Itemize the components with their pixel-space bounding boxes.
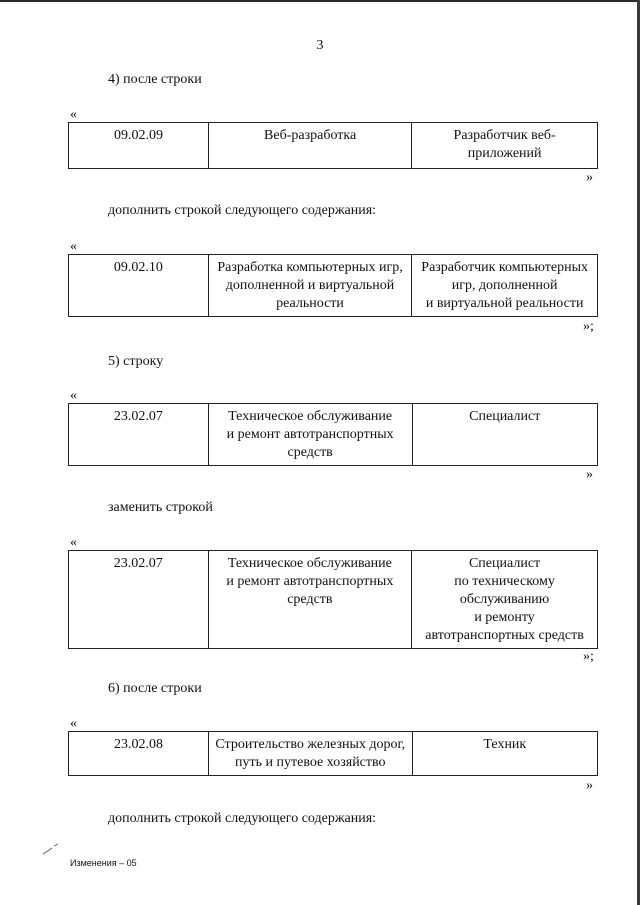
specialty-name: Разработка компьютерных игр, дополненной и виртуальной реальности bbox=[208, 255, 411, 317]
qualification: Специалист по техническому обслуживанию и ремонту автотранспортных средств bbox=[412, 551, 598, 649]
table-row bbox=[69, 255, 598, 317]
specialty-table bbox=[68, 122, 598, 169]
scan-edge-top bbox=[0, 0, 640, 2]
table-row bbox=[69, 732, 598, 776]
close-quote: » bbox=[586, 467, 593, 482]
specialty-name: Техническое обслуживание и ремонт автотранспортных средств bbox=[208, 551, 412, 649]
open-quote: « bbox=[70, 716, 77, 731]
page-number: 3 bbox=[316, 38, 324, 53]
close-quote-semicolon: »; bbox=[583, 649, 594, 664]
instruction-add-row: дополнить строкой следующего содержания: bbox=[108, 203, 377, 218]
specialty-table bbox=[68, 731, 598, 776]
close-quote: » bbox=[586, 170, 593, 185]
instruction-add-row: дополнить строкой следующего содержания: bbox=[108, 811, 377, 826]
close-quote: » bbox=[586, 778, 593, 793]
open-quote: « bbox=[70, 107, 77, 122]
specialty-name: Техническое обслуживание и ремонт автотранспортных средств bbox=[208, 404, 412, 466]
instruction-after-row: 4) после строки bbox=[108, 72, 202, 87]
open-quote: « bbox=[70, 239, 77, 254]
specialty-code: 23.02.07 bbox=[69, 551, 209, 649]
specialty-table bbox=[68, 550, 598, 649]
open-quote: « bbox=[70, 535, 77, 550]
qualification: Специалист bbox=[412, 404, 597, 466]
instruction-after-row: 6) после строки bbox=[108, 681, 202, 696]
pen-mark-icon bbox=[42, 842, 60, 856]
table-row bbox=[69, 123, 598, 169]
specialty-table bbox=[68, 254, 598, 317]
document-footer: Изменения – 05 bbox=[70, 858, 137, 868]
specialty-name: Строительство железных дорог, путь и путевое хозяйство bbox=[208, 732, 412, 776]
open-quote: « bbox=[70, 388, 77, 403]
specialty-code: 09.02.10 bbox=[69, 255, 209, 317]
qualification: Разработчик компьютерных игр, дополненной и виртуальной реальности bbox=[412, 255, 598, 317]
qualification: Разработчик веб- приложений bbox=[412, 123, 598, 169]
specialty-code: 23.02.07 bbox=[69, 404, 209, 466]
table-row bbox=[69, 551, 598, 649]
specialty-code: 23.02.08 bbox=[69, 732, 209, 776]
specialty-name: Веб-разработка bbox=[208, 123, 411, 169]
instruction-replace-row: заменить строкой bbox=[108, 500, 213, 515]
specialty-code: 09.02.09 bbox=[69, 123, 209, 169]
close-quote-semicolon: »; bbox=[583, 319, 594, 334]
qualification: Техник bbox=[412, 732, 597, 776]
instruction-row: 5) строку bbox=[108, 354, 164, 369]
specialty-table bbox=[68, 403, 598, 466]
table-row bbox=[69, 404, 598, 466]
